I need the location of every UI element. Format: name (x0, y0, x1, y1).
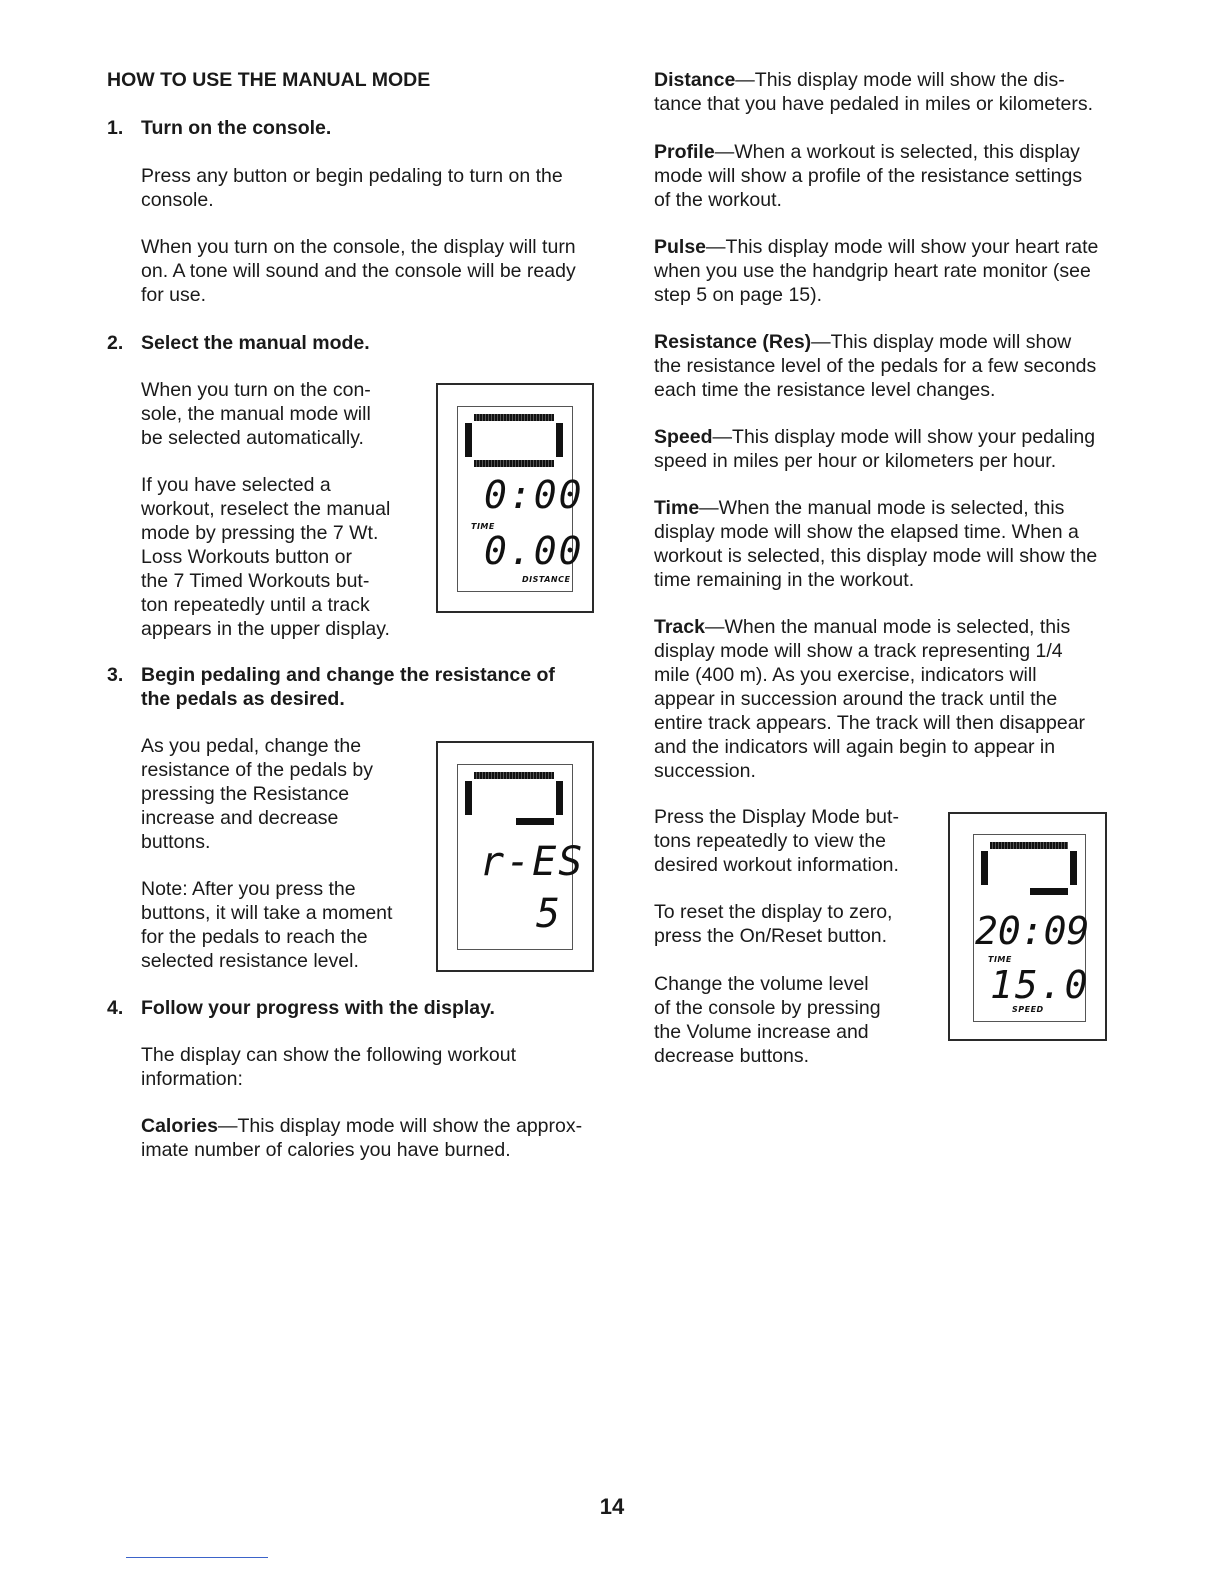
track-segment-icon (556, 423, 563, 457)
mode-profile: Profile—When a workout is selected, this display mode will show a profile of the resistance settings of the workout. (654, 141, 1083, 211)
step-4-heading: Follow your progress with the display. (141, 997, 495, 1019)
track-segment-icon (1030, 888, 1068, 895)
track-segment-icon (990, 842, 1068, 849)
lcd-screen (457, 406, 584, 592)
mode-calories: Calories—This display mode will show the approx- imate number of calories you have burned. (141, 1115, 583, 1161)
resistance-label-readout: r-ES (480, 839, 585, 885)
step-3-para-1: As you pedal, change the resistance of the pedals by pressing the Resistance increase and decrease buttons. (141, 735, 373, 853)
console-display-figure-2 (436, 741, 594, 972)
track-segment-icon (474, 772, 554, 779)
step-1-para-2: When you turn on the console, the display will turn on. A tone will sound and the console will be ready for use. (141, 236, 576, 306)
footer-rule (126, 1557, 268, 1558)
mode-distance: Distance—This display mode will show the dis- tance that you have pedaled in miles or kilometers. (654, 69, 1093, 115)
display-mode-instructions: Press the Display Mode but- tons repeatedly to view the desired workout information. (654, 806, 899, 876)
step-2-heading: Select the manual mode. (141, 332, 370, 354)
time-label: TIME (471, 522, 495, 531)
console-display-figure-1 (436, 383, 594, 613)
step-2-para-1: When you turn on the con- sole, the manual mode will be selected automatically. (141, 379, 371, 449)
step-3-para-2: Note: After you press the buttons, it will take a moment for the pedals to reach the selected resistance level. (141, 878, 393, 972)
resistance-level-readout: 5 (536, 891, 563, 937)
track-segment-icon (516, 818, 554, 825)
track-segment-icon (465, 423, 472, 457)
mode-time: Time—When the manual mode is selected, this display mode will show the elapsed time. When a workout is selected, this display mode will show the time remaining in the workout. (654, 497, 1098, 591)
step-2-para-2: If you have selected a workout, reselect the manual mode by pressing the 7 Wt. Loss Workouts button or the 7 Timed Workouts but- ton repeatedly until a track appears in the upper display. (141, 474, 391, 640)
distance-label: DISTANCE (522, 575, 571, 584)
speed-label: SPEED (1012, 1005, 1044, 1014)
step-2-number: 2. (107, 332, 124, 354)
page-number: 14 (599, 1494, 625, 1519)
reset-instructions: To reset the display to zero, press the On/Reset button. (654, 901, 893, 947)
mode-speed: Speed—This display mode will show your pedaling speed in miles per hour or kilometers per hour. (654, 426, 1096, 472)
console-display-figure-3 (948, 812, 1107, 1041)
volume-instructions: Change the volume level of the console by pressing the Volume increase and decrease buttons. (654, 973, 881, 1067)
mode-resistance: Resistance (Res)—This display mode will show the resistance level of the pedals for a few seconds each time the resistance level changes. (654, 331, 1097, 401)
step-3-heading: Begin pedaling and change the resistance of the pedals as desired. (141, 664, 555, 710)
time-readout: 0:00 (484, 473, 584, 517)
time-readout: 20:09 (975, 909, 1090, 953)
step-4-para-1: The display can show the following workout information: (141, 1044, 517, 1090)
track-segment-icon (474, 414, 554, 421)
track-segment-icon (1070, 851, 1077, 885)
track-segment-icon (981, 851, 988, 885)
page-title: HOW TO USE THE MANUAL MODE (107, 69, 431, 91)
distance-readout: 0.00 (484, 529, 584, 573)
speed-readout: 15.0 (990, 963, 1090, 1007)
step-4-number: 4. (107, 997, 124, 1019)
step-1-para-1: Press any button or begin pedaling to turn on the console. (141, 165, 563, 211)
step-1-number: 1. (107, 117, 124, 139)
track-segment-icon (474, 460, 554, 467)
mode-track: Track—When the manual mode is selected, this display mode will show a track representing 1/4 mile (400 m). As you exercise, indicators will appear in succession around the track until the entire track appears. The track will then disappear and the indicators will again begin to appear in succession. (654, 616, 1086, 782)
step-1-heading: Turn on the console. (141, 117, 332, 139)
step-3-number: 3. (107, 664, 124, 686)
lcd-screen (973, 834, 1090, 1022)
mode-pulse: Pulse—This display mode will show your heart rate when you use the handgrip heart rate monitor (see step 5 on page 15). (654, 236, 1099, 306)
track-segment-icon (465, 781, 472, 815)
track-segment-icon (556, 781, 563, 815)
lcd-screen (457, 764, 585, 950)
time-label: TIME (988, 955, 1012, 964)
